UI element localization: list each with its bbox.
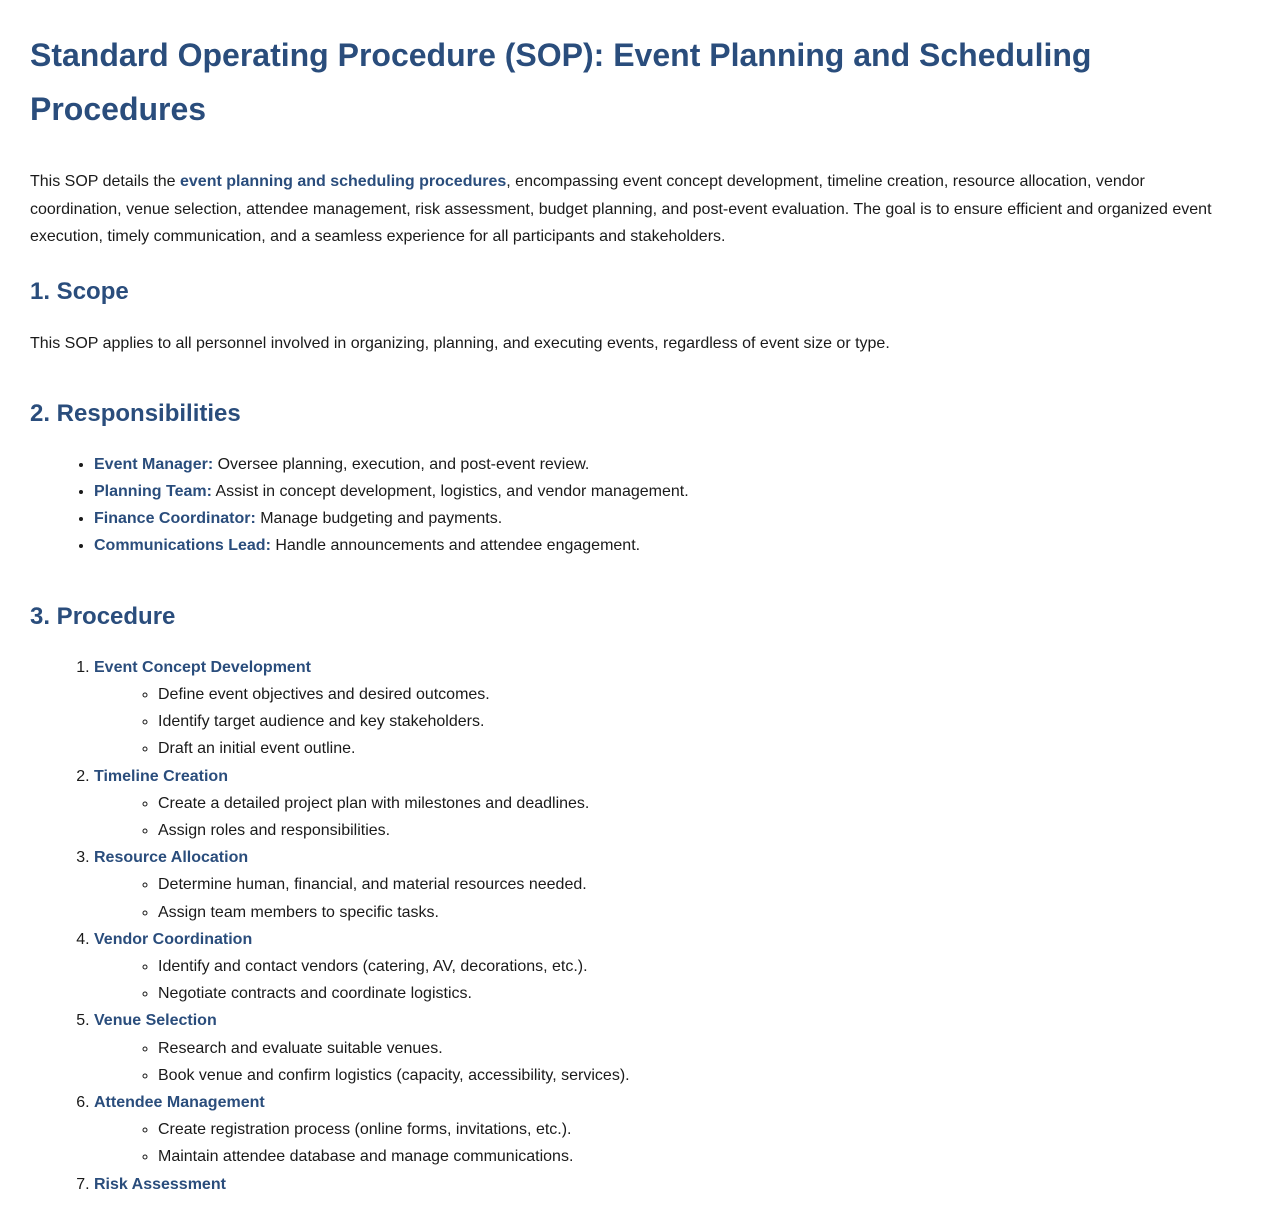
substep-item: ◦ Create a detailed project plan with milestones and deadlines. [158, 790, 1233, 817]
procedure-step [94, 1171, 1233, 1198]
role-description: Oversee planning, execution, and post-event review. [213, 455, 590, 473]
substep-item: ◦ Identify and contact vendors (catering, AV, decorations, etc.). [158, 953, 1233, 980]
step-substeps [94, 871, 1233, 925]
role-name: Finance Coordinator: [94, 510, 256, 528]
step-title: Attendee Management [94, 1093, 265, 1111]
step-title: Resource Allocation [94, 849, 249, 867]
substep-item: ◦ Negotiate contracts and coordinate logistics. [158, 980, 1233, 1007]
step-title: Risk Assessment [94, 1175, 226, 1193]
step-substeps [94, 1035, 1233, 1089]
intro-text-start: This SOP details the [30, 173, 180, 190]
intro-highlight: event planning and scheduling procedures [180, 173, 507, 190]
substep-item: ◦ Assign roles and responsibilities. [158, 817, 1233, 844]
step-substeps [94, 681, 1233, 763]
role-description: Assist in concept development, logistics, and vendor management. [211, 482, 689, 500]
responsibility-item [94, 451, 1233, 478]
substep-item: ◦ Assign team members to specific tasks. [158, 899, 1233, 926]
substep-item: ◦ Maintain attendee database and manage communications. [158, 1143, 1233, 1170]
substep-item: ◦ Identify target audience and key stakeholders. [158, 708, 1233, 735]
responsibilities-list [30, 451, 1233, 560]
substep-item: ◦ Book venue and confirm logistics (capacity, accessibility, services). [158, 1062, 1233, 1089]
step-title: Event Concept Development [94, 658, 311, 676]
page-title: Standard Operating Procedure (SOP): Event Planning and Scheduling Procedures [30, 37, 1092, 127]
procedure-step [94, 926, 1233, 1008]
step-title: Vendor Coordination [94, 930, 253, 948]
step-substeps [94, 953, 1233, 1007]
substep-item: ◦ Draft an initial event outline. [158, 735, 1233, 762]
step-substeps [94, 790, 1233, 844]
intro-paragraph [30, 168, 1233, 251]
responsibility-item [94, 478, 1233, 505]
substep-item: ◦ Research and evaluate suitable venues. [158, 1035, 1233, 1062]
procedure-step [94, 1089, 1233, 1171]
procedure-heading: 3. Procedure [30, 602, 176, 630]
procedure-step [94, 654, 1233, 763]
responsibilities-heading: 2. Responsibilities [30, 399, 241, 427]
responsibility-item [94, 505, 1233, 532]
substep-item: ◦ Define event objectives and desired outcomes. [158, 681, 1233, 708]
role-description: Handle announcements and attendee engagement. [270, 537, 641, 555]
procedure-step [94, 763, 1233, 845]
step-title: Timeline Creation [94, 767, 228, 785]
step-substeps [94, 1116, 1233, 1170]
role-name: Communications Lead: [94, 537, 271, 555]
role-description: Manage budgeting and payments. [255, 510, 503, 528]
substep-item: ◦ Create registration process (online forms, invitations, etc.). [158, 1116, 1233, 1143]
intro-text-end: , encompassing event concept development, timeline creation, resource allocation, vendor coordination, venue selection, attendee management, risk assessment, budget planning, and post-event evaluation. The goal is to ensure efficient and organized event execution, timely communication, and a seamless experience for all participants and stakeholders. [30, 173, 1212, 245]
procedure-step [94, 1007, 1233, 1089]
document-page [0, 28, 1263, 1198]
substep-item: ◦ Determine human, financial, and material resources needed. [158, 871, 1233, 898]
procedure-step [94, 844, 1233, 926]
role-name: Event Manager: [94, 455, 214, 473]
responsibility-item [94, 532, 1233, 559]
step-title: Venue Selection [94, 1012, 217, 1030]
procedure-steps-list [30, 654, 1233, 1198]
scope-text: This SOP applies to all personnel involved in organizing, planning, and executing events, regardless of event size or type. [30, 334, 890, 352]
role-name: Planning Team: [94, 482, 212, 500]
scope-heading: 1. Scope [30, 277, 129, 305]
